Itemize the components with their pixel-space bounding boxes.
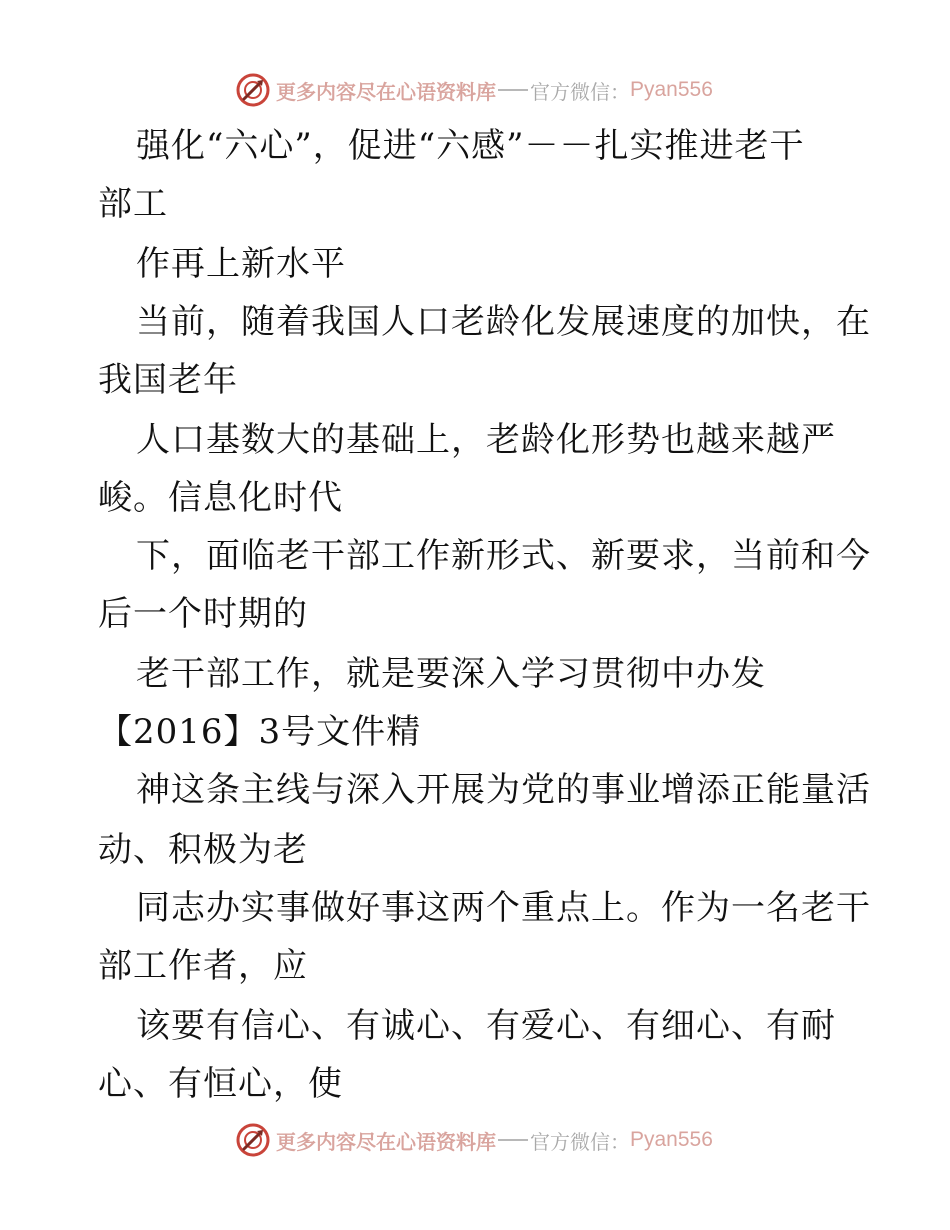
watermark-account: Pyan556: [630, 1128, 713, 1151]
watermark-sub-text: 官方微信：: [530, 79, 630, 104]
watermark-dash: [498, 1139, 528, 1141]
watermark-sub-text: 官方微信：: [530, 1129, 630, 1154]
text-line: 该要有信心、有诚心、有爱心、有细心、有耐: [136, 1006, 836, 1046]
watermark-account: Pyan556: [630, 78, 713, 101]
footer-watermark: [236, 1123, 713, 1157]
text-line: 我国老年: [98, 360, 238, 400]
text-line: 强化“六心”，促进“六感”－－扎实推进老干: [136, 126, 805, 166]
text-line: 部工作者，应: [98, 946, 308, 986]
text-line: 当前，随着我国人口老龄化发展速度的加快，在: [136, 302, 871, 342]
text-line: 峻。信息化时代: [98, 478, 343, 518]
text-line: 部工: [98, 184, 168, 224]
watermark-logo-icon: [236, 1123, 270, 1157]
text-line: 后一个时期的: [98, 594, 308, 634]
text-line: 老干部工作，就是要深入学习贯彻中办发: [136, 654, 766, 694]
text-line: 【2016】3号文件精: [98, 712, 422, 752]
text-line: 人口基数大的基础上，老龄化形势也越来越严: [136, 420, 836, 460]
text-line: 作再上新水平: [136, 244, 346, 284]
watermark-main-text: 更多内容尽在心语资料库: [276, 79, 496, 104]
watermark-main-text: 更多内容尽在心语资料库: [276, 1129, 496, 1154]
text-line: 心、有恒心，使: [98, 1064, 343, 1104]
text-line: 下，面临老干部工作新形式、新要求，当前和今: [136, 536, 871, 576]
text-line: 动、积极为老: [98, 830, 308, 870]
text-line: 同志办实事做好事这两个重点上。作为一名老干: [136, 888, 871, 928]
text-line: 神这条主线与深入开展为党的事业增添正能量活: [136, 770, 871, 810]
